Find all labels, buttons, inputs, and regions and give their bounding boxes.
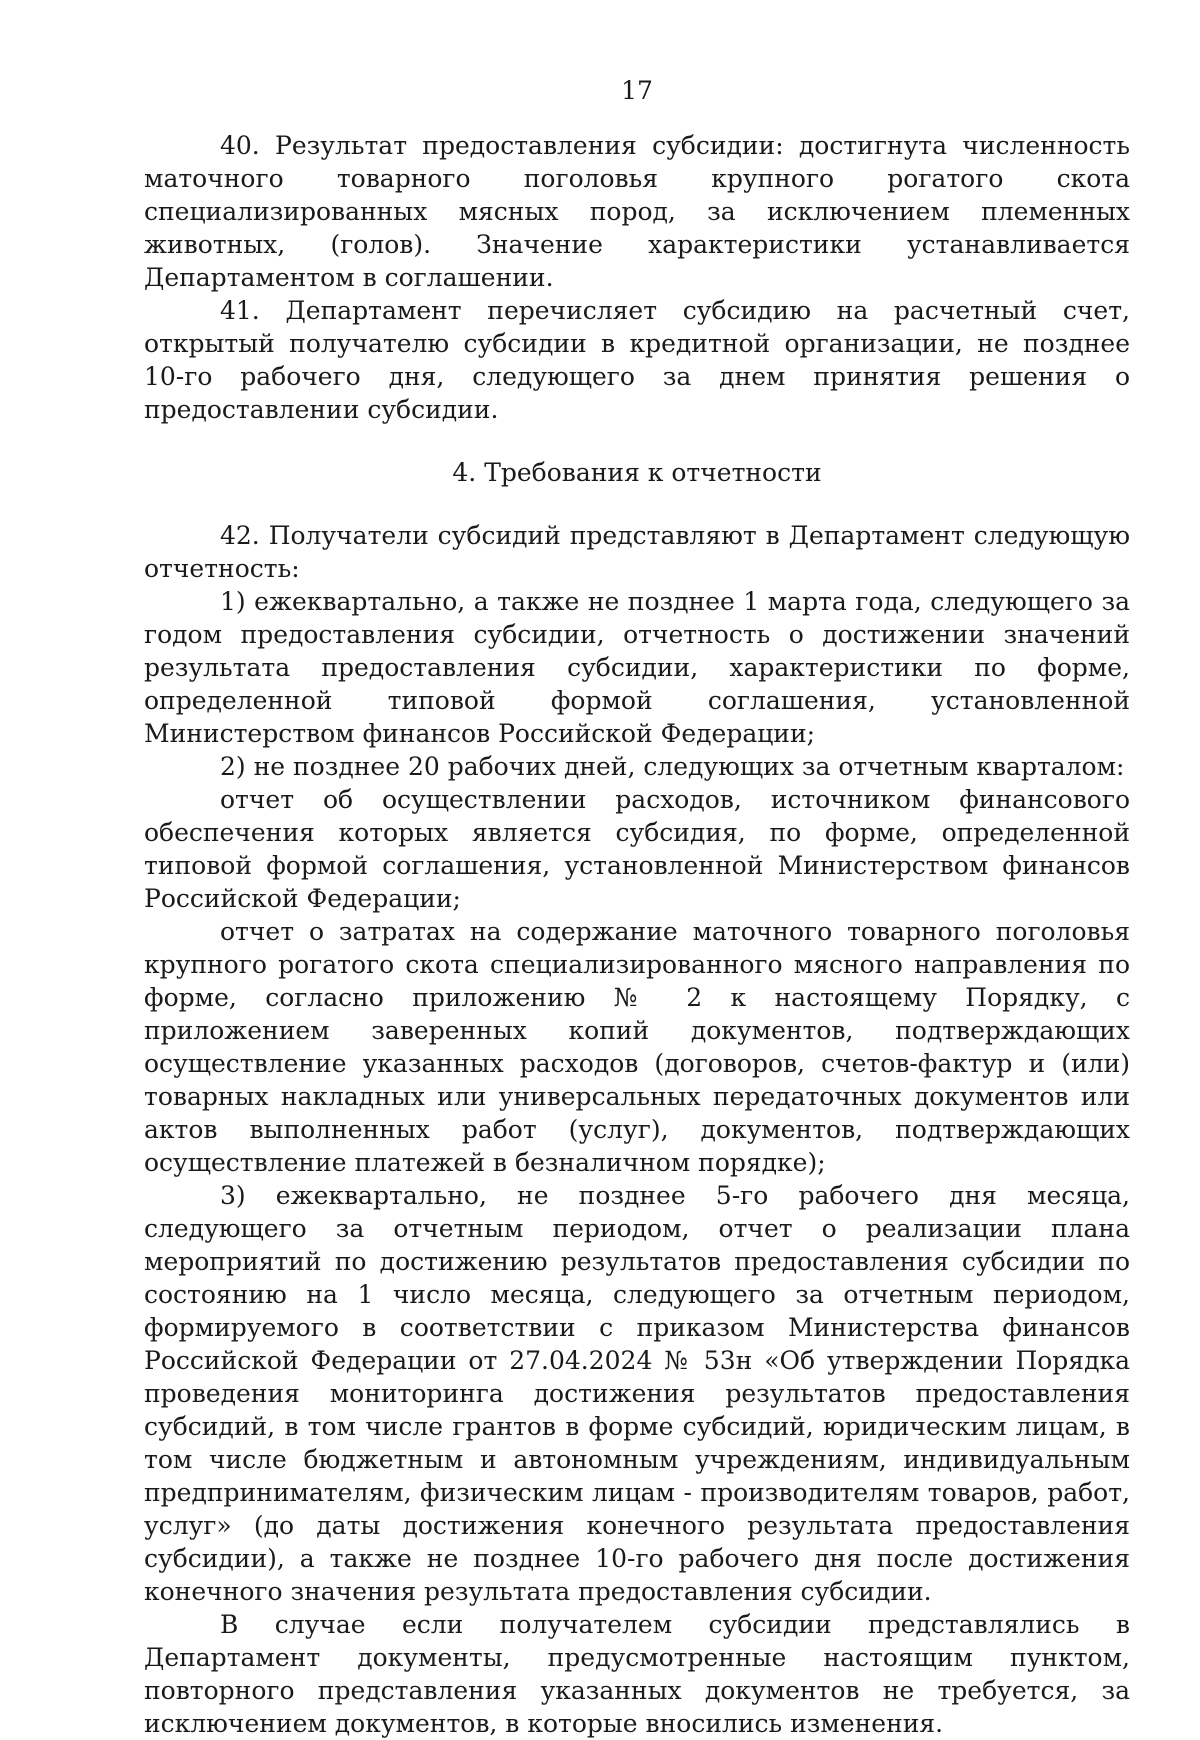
section-heading: 4. Требования к отчетности — [452, 458, 822, 487]
paragraph-42: 42. Получатели субсидий представляют в Департамент следующую отчетность: — [144, 521, 1130, 583]
page-number: 17 — [621, 76, 653, 105]
paragraph-40: 40. Результат предоставления субсидии: достигнута численность маточного товарного поголовья крупного рогатого скота специализированных мясных пород, за исключением племенных животных, (голов). Значение характеристики устанавливается Департаментом в соглашении. — [144, 131, 1130, 292]
paragraph-42-item-2-expenses-report: отчет об осуществлении расходов, источником финансового обеспечения которых является субсидия, по форме, определенной типовой формой соглашения, установленной Министерством финансов Российской Федерации; — [144, 785, 1130, 913]
paragraph-42-item-3: 3) ежеквартально, не позднее 5-го рабочего дня месяца, следующего за отчетным периодом, отчет о реализации плана мероприятий по достижению результатов предоставления субсидии по состоянию на 1 число месяца, следующего за отчетным периодом, формируемого в соответствии с приказом Министерства финансов Российской Федерации от 27.04.2024 № 53н «Об утверждении Порядка проведения мониторинга достижения результатов предоставления субсидий, в том числе грантов в форме субсидий, юридическим лицам, в том числе бюджетным и автономным учреждениям, индивидуальным предпринимателям, физическим лицам - производителям товаров, работ, услуг» (до даты достижения конечного результата предоставления субсидии), а также не позднее 10-го рабочего дня после достижения конечного значения результата предоставления субсидии. — [144, 1181, 1130, 1606]
paragraph-42-item-2-costs-report: отчет о затратах на содержание маточного товарного поголовья крупного рогатого скота специализированного мясного направления по форме, согласно приложению № 2 к настоящему Порядку, с приложением заверенных копий документов, подтверждающих осуществление указанных расходов (договоров, счетов-фактур и (или) товарных накладных или универсальных передаточных документов или актов выполненных работ (услуг), документов, подтверждающих осуществление платежей в безналичном порядке); — [144, 917, 1130, 1177]
paragraph-42-item-2: 2) не позднее 20 рабочих дней, следующих за отчетным кварталом: — [220, 752, 1125, 781]
document-page — [144, 74, 1130, 1740]
paragraph-42-closing: В случае если получателем субсидии представлялись в Департамент документы, предусмотренные настоящим пунктом, повторного представления указанных документов не требуется, за исключением документов, в которые вносились изменения. — [144, 1610, 1130, 1738]
paragraph-42-item-1: 1) ежеквартально, а также не позднее 1 марта года, следующего за годом предоставления субсидии, отчетность о достижении значений результата предоставления субсидии, характеристики по форме, определенной типовой формой соглашения, установленной Министерством финансов Российской Федерации; — [144, 587, 1130, 748]
paragraph-41: 41. Департамент перечисляет субсидию на расчетный счет, открытый получателю субсидии в кредитной организации, не позднее 10-го рабочего дня, следующего за днем принятия решения о предоставлении субсидии. — [144, 296, 1130, 424]
